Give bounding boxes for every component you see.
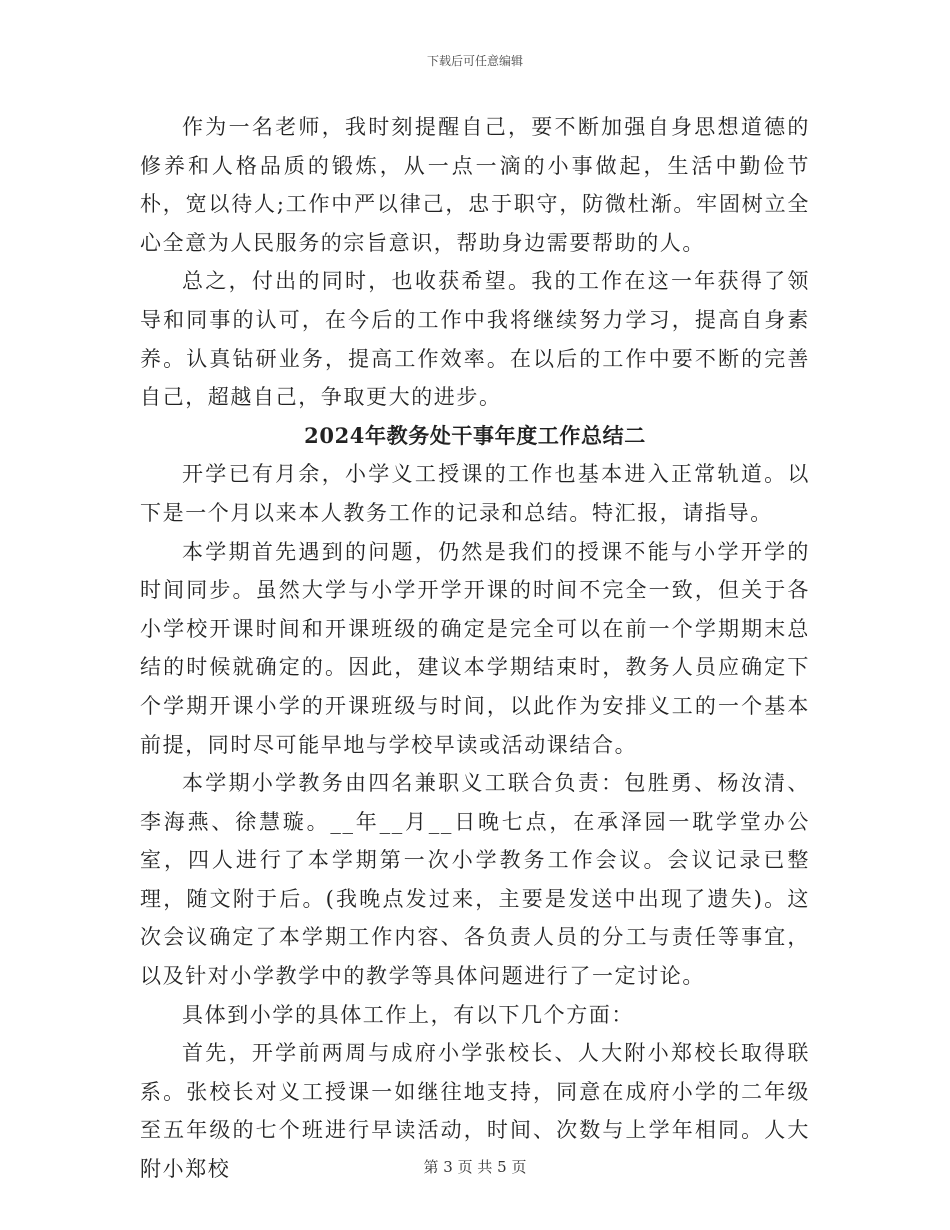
paragraph: 总之，付出的同时，也收获希望。我的工作在这一年获得了领导和同事的认可，在今后的工作中我将继续努力学习，提高自身素养。认真钻研业务，提高工作效率。在以后的工作中要不断的完善自己，超越自己，争取更大的进步。 [140,269,810,410]
paragraph: 本学期首先遇到的问题，仍然是我们的授课不能与小学开学的时间同步。虽然大学与小学开学开课的时间不完全一致，但关于各小学校开课时间和开课班级的确定是完全可以在前一个学期期末总结的时候就确定的。因此，建议本学期结束时，教务人员应确定下个学期开课小学的开课班级与时间，以此作为安排义工的一个基本前提，同时尽可能早地与学校早读或活动课结合。 [140,539,810,757]
page-header: 下载后可任意编辑 [426,54,523,68]
document-body [140,108,810,1189]
paragraph: 开学已有月余，小学义工授课的工作也基本进入正常轨道。以下是一个月以来本人教务工作的记录和总结。特汇报，请指导。 [140,462,810,525]
paragraph: 作为一名老师，我时刻提醒自己，要不断加强自身思想道德的修养和人格品质的锻炼，从一点一滴的小事做起，生活中勤俭节朴，宽以待人;工作中严以律己，忠于职守，防微杜渐。牢固树立全心全意为人民服务的宗旨意识，帮助身边需要帮助的人。 [140,115,810,255]
paragraph: 本学期小学教务由四名兼职义工联合负责：包胜勇、杨汝清、李海燕、徐慧璇。__年__月__日晚七点，在承泽园一耽学堂办公室，四人进行了本学期第一次小学教务工作会议。会议记录已整理，随文附于后。(我晚点发过来，主要是发送中出现了遗失)。这次会议确定了本学期工作内容、各负责人员的分工与责任等事宜，以及针对小学教学中的教学等具体问题进行了一定讨论。 [140,771,810,989]
page-footer: 第 3 页 共 5 页 [423,1158,527,1176]
section-title: 2024年教务处干事年度工作总结二 [304,422,646,448]
paragraph: 首先，开学前两周与成府小学张校长、人大附小郑校长取得联系。张校长对义工授课一如继往地支持，同意在成府小学的二年级至五年级的七个班进行早读活动，时间、次数与上学年相同。人大附小郑校 [140,1041,810,1182]
paragraph: 具体到小学的具体工作上，有以下几个方面： [182,1002,634,1027]
